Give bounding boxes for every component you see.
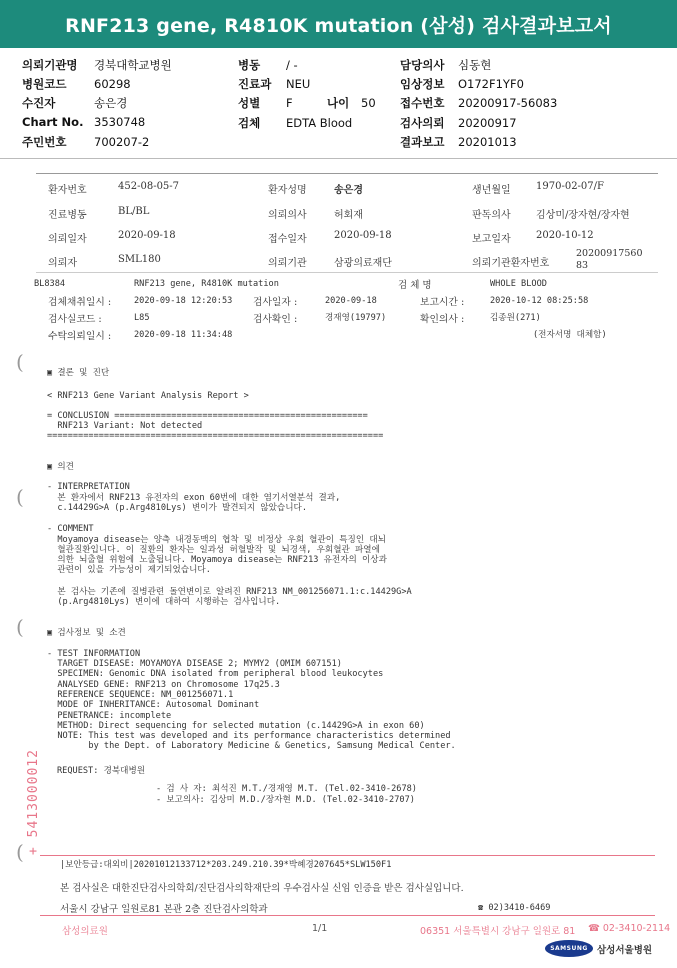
footer-org: 삼성의료원 <box>62 926 108 937</box>
specimen-label: 검 체 명 <box>398 280 432 291</box>
comment-line: Moyamoya disease는 양측 내경동맥의 협착 및 비정상 우회 혈관이 특징인 대뇌 <box>47 535 386 545</box>
test-information-line: by the Dept. of Laboratory Medicine & Genetics, Samsung Medical Center. <box>47 741 456 752</box>
header-dept: 진료과 NEU <box>238 77 311 91</box>
cell: 접수일자 <box>268 234 307 245</box>
cell: 환자성명 <box>268 185 307 196</box>
cell: 83 <box>576 260 589 271</box>
test-information-line: MODE OF INHERITANCE: Autosomal Dominant <box>47 700 260 711</box>
specimen-value: WHOLE BLOOD <box>490 279 547 289</box>
test-date-value: 2020-09-18 <box>325 296 377 306</box>
cell: BL/BL <box>118 206 150 217</box>
header-patient: 수진자 송은경 <box>22 96 128 110</box>
pink-rule <box>40 855 655 856</box>
interpretation-line: 본 환자에서 RNF213 유전자의 exon 60번에 대한 염기서열분석 결과, <box>47 493 341 503</box>
section-conclusion-heading: ▣ 결론 및 진단 <box>47 368 110 378</box>
report-subtitle: < RNF213 Gene Variant Analysis Report > <box>47 391 249 401</box>
header-specimen: 검체 EDTA Blood <box>238 116 353 130</box>
comment-heading: - COMMENT <box>47 524 94 534</box>
comment-line: 관련이 있을 가능성이 제기되었습니다. <box>47 565 211 575</box>
report-time-value: 2020-10-12 08:25:58 <box>490 296 589 306</box>
interpretation-heading: - INTERPRETATION <box>47 482 130 492</box>
request-line: REQUEST: 경북대병원 <box>57 766 146 776</box>
header-resident-no: 주민번호 700207-2 <box>22 135 150 149</box>
test-code: BL8384 <box>34 279 66 289</box>
hospital-brand: 삼성서울병원 <box>597 945 653 956</box>
cell: 생년월일 <box>472 185 511 196</box>
conclusion-result: RNF213 Variant: Not detected <box>47 421 203 431</box>
cell: 의뢰자 <box>48 258 77 269</box>
comment-line: 혈관질환입니다. 이 질환의 환자는 일과성 허혈발작 및 뇌경색, 우회혈관 파열에 <box>47 545 380 555</box>
cell: 허회재 <box>334 210 363 221</box>
table-bottom-rule <box>36 272 658 273</box>
comment-line: (p.Arg4810Lys) 변이에 대하여 시행하는 검사입니다. <box>47 597 281 607</box>
binder-ring-icon: ( <box>16 840 24 864</box>
binder-ring-icon: ( <box>16 350 24 374</box>
lab-code-label: 검사실코드 : <box>48 314 102 325</box>
test-information-line: NOTE: This test was developed and its performance characteristics determined <box>47 731 451 742</box>
confirm-doctor-value: 김종원(271) <box>490 313 541 323</box>
lab-code-value: L85 <box>134 313 150 323</box>
certification-note: 본 검사실은 대한진단검사의학회/진단검사의학재단의 우수검사실 신임 인증을 받은 검사실입니다. <box>60 883 464 894</box>
collect-label: 검체채취일시 : <box>48 297 112 308</box>
header-age: 나이 50 <box>327 96 376 110</box>
conclusion-rule: = CONCLUSION ================================================= <box>47 411 368 421</box>
tester-line: - 검 사 자: 최석진 M.T./경재영 M.T. (Tel.02-3410-2678) <box>156 784 417 794</box>
header-request-date: 검사의뢰 20200917 <box>400 116 517 130</box>
test-information-line: ANALYSED GENE: RNF213 on Chromosome 17q25.3 <box>47 679 280 690</box>
test-information-heading: - TEST INFORMATION <box>47 649 141 659</box>
pink-rule <box>40 915 655 916</box>
comment-line: 의한 뇌출혈 위험에 노출됩니다. Moyamoya disease는 RNF213 유전자의 이상과 <box>47 555 387 565</box>
samsung-logo: SAMSUNG <box>545 940 593 957</box>
cell: 의뢰일자 <box>48 234 87 245</box>
cell: 2020-09-18 <box>334 230 392 241</box>
header-sex: 성별 F <box>238 96 293 110</box>
header-ward: 병동 / - <box>238 58 298 72</box>
test-information-line: TARGET DISEASE: MOYAMOYA DISEASE 2; MYMY2 (OMIM 607151) <box>47 659 342 669</box>
header-doctor: 담당의사 심동현 <box>400 58 492 72</box>
header-receipt-no: 접수번호 20200917-56083 <box>400 96 558 110</box>
entrust-label: 수탁의뢰일시 : <box>48 331 112 342</box>
document-serial-number: + 5413000012 <box>26 749 41 855</box>
comment-line: 본 검사는 기존에 질병관련 돌연변이로 알려진 RNF213 NM_001256071.1:c.14429G>A <box>47 587 412 597</box>
header-clinical-info: 임상정보 O172F1YF0 <box>400 77 524 91</box>
cell: 진료병동 <box>48 210 87 221</box>
cell: 김상미/장자현/장자현 <box>536 210 630 221</box>
cell: 20200917560 <box>576 248 643 259</box>
cell: 2020-09-18 <box>118 230 176 241</box>
cell: 452-08-05-7 <box>118 181 180 192</box>
verify-value: 경재영(19797) <box>325 313 387 323</box>
lab-phone: ☎ 02)3410-6469 <box>478 903 551 913</box>
page-indicator: 1/1 <box>312 923 328 934</box>
test-date-label: 검사일자 : <box>253 297 298 308</box>
test-information-line: PENETRANCE: incomplete <box>47 710 172 721</box>
header-chart-no: Chart No. 3530748 <box>22 115 146 129</box>
header-hospital: 의뢰기관명 경북대학교병원 <box>22 58 172 72</box>
confirm-doctor-label: 확인의사 : <box>420 314 465 325</box>
cell: 판독의사 <box>472 210 511 221</box>
report-time-label: 보고시간 : <box>420 297 465 308</box>
test-information-line: SPECIMEN: Genomic DNA isolated from peripheral blood leukocytes <box>47 669 384 680</box>
header-report-date: 결과보고 20201013 <box>400 135 517 149</box>
table-top-rule <box>36 173 658 174</box>
header-hospital-code: 병원코드 60298 <box>22 77 131 91</box>
cell: SML180 <box>118 254 161 265</box>
header-divider <box>0 158 677 159</box>
cell: 의뢰의사 <box>268 210 307 221</box>
lab-address: 서울시 강남구 일원로81 본관 2층 진단검사의학과 <box>60 904 268 915</box>
cell: 삼광의료재단 <box>334 258 392 269</box>
footer-tel: ☎ 02-3410-2114 <box>588 923 671 934</box>
esign-note: (전자서명 대체함) <box>533 330 607 340</box>
report-title: RNF213 gene, R4810K mutation (삼성) 검사결과보고서 <box>0 0 677 48</box>
cell: 2020-10-12 <box>536 230 594 241</box>
cell: 보고일자 <box>472 234 511 245</box>
security-line: |보안등급:대외비|20201012133712*203.249.210.39*박혜경207645*SLW150F1 <box>60 860 392 870</box>
section-opinion-heading: ▣ 의견 <box>47 462 74 472</box>
footer-address: 06351 서울특별시 강남구 일원로 81 <box>420 926 576 937</box>
cell: 송은경 <box>334 185 363 196</box>
interpretation-line: c.14429G>A (p.Arg4810Lys) 변이가 발견되지 않았습니다. <box>47 503 308 513</box>
cell: 의뢰기관 <box>268 258 307 269</box>
cell: 환자번호 <box>48 185 87 196</box>
test-name: RNF213 gene, R4810K mutation <box>134 279 279 289</box>
test-information-line: METHOD: Direct sequencing for selected mutation (c.14429G>A in exon 60) <box>47 720 425 731</box>
test-information-line: REFERENCE SEQUENCE: NM_001256071.1 <box>47 689 234 700</box>
entrust-value: 2020-09-18 11:34:48 <box>134 330 233 340</box>
reporter-line: - 보고의사: 김상미 M.D./장자현 M.D. (Tel.02-3410-2707) <box>156 795 415 805</box>
collect-value: 2020-09-18 12:20:53 <box>134 296 233 306</box>
binder-ring-icon: ( <box>16 615 24 639</box>
conclusion-end-rule: ================================================================= <box>47 431 384 441</box>
cell: 1970-02-07/F <box>536 181 604 192</box>
binder-ring-icon: ( <box>16 485 24 509</box>
cell: 의뢰기관환자번호 <box>472 258 550 269</box>
section-testinfo-heading: ▣ 검사정보 및 소견 <box>47 628 126 638</box>
verify-label: 검사확인 : <box>253 314 298 325</box>
